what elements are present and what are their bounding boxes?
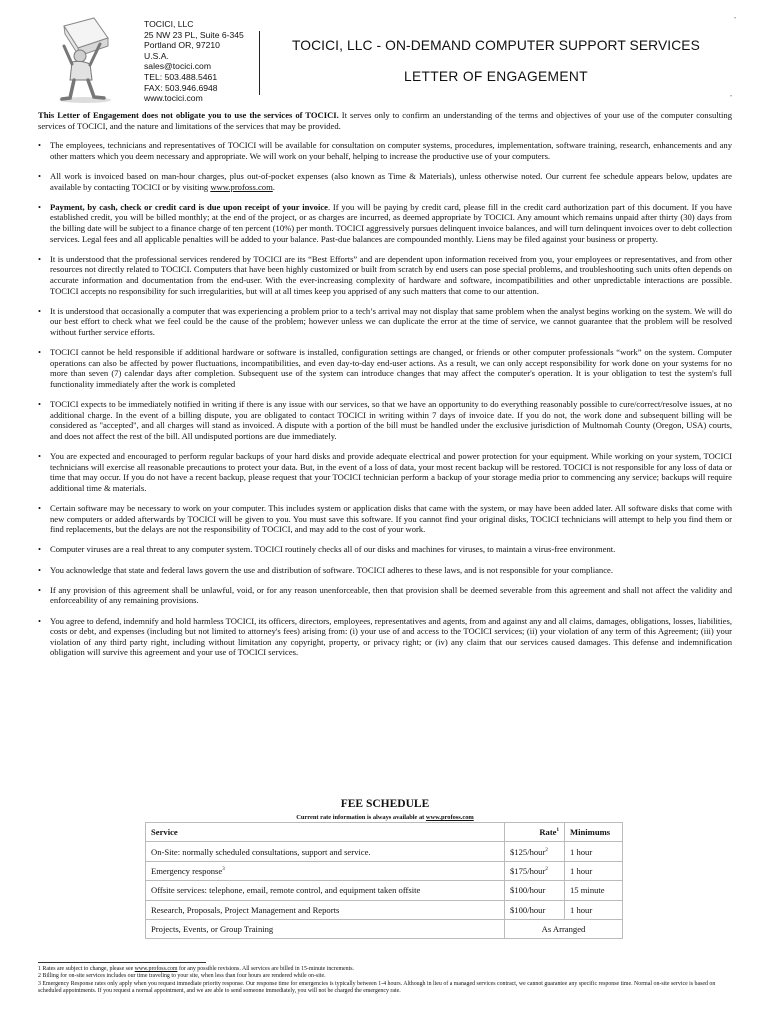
term-text: It is understood that occasionally a computer that was experiencing a problem prior to a tech’s arrival may not display that same problem when the analyst begins working on the system. We will do our best effort to check what we feel could be the cause of the problem; however unless we can duplicate the error at the time of service, we cannot guarantee that the problem will be resolved without further service efforts.: [50, 305, 732, 337]
footnote-2: 2 Billing for on-site services includes our time traveling to your site, when less than four hours are rendered while on-site.: [38, 973, 326, 980]
term-text: You acknowledge that state and federal laws govern the use and distribution of software. TOCICI adheres to these laws, and is not responsible for your compliance.: [50, 564, 613, 575]
company-name: TOCICI, LLC: [144, 19, 194, 29]
intro-rest: It serves only to confirm an understanding of the terms and objectives of your use of the computer consulting services of TOCICI, and the nature and limitations of the services that may be provided.: [38, 110, 732, 131]
term-software: [38, 503, 732, 535]
term-problem-duplication: [38, 306, 732, 338]
letterhead: [0, 0, 770, 110]
term-payment: [38, 202, 732, 244]
term-best-efforts: [38, 254, 732, 296]
column-header-minimums: Minimums: [565, 823, 623, 842]
terms-list: [38, 140, 732, 658]
term-text: Computer viruses are a real threat to any computer system. TOCICI routinely checks all of our disks and machines for viruses, to maintain a virus-free environment.: [50, 544, 616, 555]
profoss-link[interactable]: www.profoss.com: [425, 814, 474, 821]
company-website: www.tocici.com: [144, 93, 203, 104]
fee-schedule-title: FEE SCHEDULE: [340, 798, 430, 810]
rate-value: $125/hour: [510, 846, 546, 857]
column-header-rate: [505, 823, 565, 842]
term-viruses: [38, 544, 732, 555]
scan-speck: •: [734, 16, 737, 22]
term-text: If any provision of this agreement shall be unlawful, void, or for any reason unenforceable, then that provision shall be deemed severable from this agreement and shall not affect the validity and enforceability of any remaining provisions.: [50, 584, 732, 606]
footnote-marker: 3: [222, 867, 225, 873]
person-carrying-computer-logo: [50, 16, 120, 104]
intro-paragraph: [38, 110, 732, 131]
address-country: U.S.A.: [144, 50, 169, 61]
footnote-divider: [38, 962, 206, 963]
service-cell: [146, 861, 505, 880]
minimum-cell: 1 hour: [565, 842, 623, 861]
service-cell: Research, Proposals, Project Management and Reports: [146, 900, 505, 919]
intro-bold: This Letter of Engagement does not obligate you to use the services of TOCICI.: [38, 110, 339, 120]
term-consultation: [38, 140, 732, 161]
term-text: . If you will be paying by credit card, please fill in the credit card authorization part of this document. If you have established credit, you will be billed monthly; at the end of the project, or as charges are incurred, as deemed appropriate by TOCICI. Any amount which remains unpaid after thirty (30) days from the billing date will be subject to a finance charge of ten percent (10%) per month. TOCICI aggressively pursues delinquent invoice balances, and will turn delinquent invoices over to debt collection services. Legal fees and all applicable penalties will be added to your balance. Past-due balances are compounded monthly. Liens may be filed against your business or property.: [50, 201, 732, 244]
footnote-text: 1 Rates are subject to change, please see: [38, 966, 135, 972]
footnote-marker: 1: [556, 828, 559, 834]
minimum-cell: 1 hour: [565, 900, 623, 919]
company-address: [144, 19, 244, 104]
term-laws: [38, 565, 732, 576]
fee-schedule-table: [145, 822, 623, 939]
rate-cell: $100/hour: [505, 900, 565, 919]
term-disputes: [38, 399, 732, 441]
address-line-2: Portland OR, 97210: [144, 40, 220, 51]
footnote-text: for any possible revisions. All services are billed in 15-minute increments.: [177, 966, 354, 972]
rate-cell: [505, 842, 565, 861]
service-cell: Projects, Events, or Group Training: [146, 919, 505, 938]
term-text: .: [272, 181, 275, 192]
term-backups: [38, 451, 732, 493]
minimum-cell: 1 hour: [565, 861, 623, 880]
fee-subtitle-text: Current rate information is always available at: [296, 814, 426, 821]
term-text: It is understood that the professional services rendered by TOCICI are its “Best Efforts” and are dependent upon information received from you, your employees or representatives, and from other resources not directly related to TOCICI. Computers that have been highly customized or built from scratch by end users can pose special problems, and troubleshooting such units often depends on accurate information and documentation from the end-user. With the ever-increasing complexity of hardware and software, incompatibilities and other unpredictable interactions are possible. TOCICI accepts no responsibility for such irregularities, but will at all times keep you apprised of any such matters that come to our attention.: [50, 253, 732, 296]
footnote-marker: 2: [545, 867, 548, 873]
term-text: The employees, technicians and representatives of TOCICI will be available for consultation on computer systems, procedures, implementation, software training, research, enhancements and any other matters which you deem necessary and appropriate. We will work on your behalf, helping to increase the productive use of your computers.: [50, 140, 732, 161]
profoss-link[interactable]: www.profoss.com: [134, 966, 178, 972]
document-subtitle: LETTER OF ENGAGEMENT: [404, 69, 588, 84]
term-invoicing: [38, 171, 732, 192]
term-text: Certain software may be necessary to work on your computer. This includes system or application disks that came with the system, or may have been added later. All software disks that come with new computers or added afterwards by TOCICI will be given to you. You must save this software. If you cannot find your original disks, TOCICI technicians will attempt to help you find them or find replacements, but the delays are not the responsibility of TOCICI, and may add to the cost of your work.: [50, 502, 732, 535]
scan-speck: •: [730, 94, 733, 100]
table-row: [146, 842, 623, 861]
term-text: TOCICI expects to be immediately notified in writing if there is any issue with our services, so that we have an opportunity to do everything reasonably possible to cure/correct/resolve issues, at no additional charge. In the event of a billing dispute, you are obligated to contact TOCICI in writing within 7 days of invoice date. If you do not, the work done and subsequent billing will be considered as "accepted", and all charges will stand as invoiced. A dispute with a portion of the bill must be handled under the exclusive jurisdiction of Multnomah County (Oregon, USA) courts, and does not affect the rest of the bill. All undisputed portions are due immediately.: [50, 399, 732, 441]
term-bold: Payment, by cash, check or credit card is due upon receipt of your invoice: [50, 201, 328, 212]
term-text: TOCICI cannot be held responsible if additional hardware or software is installed, configuration settings are changed, or friends or other computer professionals “work” on the system. Computer operations can also be affected by power fluctuations, incompatibilities, and even day-to-day end-user actions. As a result, we can only accept responsibility for work done on your systems for no more than seven (7) calendar days after completion. Subsequent use of the system can introduce changes that may affect the computer's operation. It is your obligation to test the system's full functionality immediately after the work is completed: [50, 347, 732, 389]
term-text: All work is invoiced based on man-hour charges, plus out-of-pocket expenses (also known as Time & Materials), unless otherwise noted. Our current fee schedule appears below, updates are available by contacting TOCICI or by visiting: [50, 170, 732, 192]
rate-cell: [505, 861, 565, 880]
fee-schedule-subtitle: [0, 814, 770, 821]
term-indemnification: [38, 616, 732, 658]
table-row: [146, 919, 623, 938]
table-row: [146, 881, 623, 900]
column-header-service: Service: [146, 823, 505, 842]
document-title: TOCICI, LLC - ON-DEMAND COMPUTER SUPPORT SERVICES: [292, 38, 700, 53]
term-responsibility: [38, 347, 732, 389]
letter-body: [38, 110, 732, 667]
rate-cell: As Arranged: [505, 919, 623, 938]
footnote-marker: 2: [545, 847, 548, 853]
company-telephone: TEL: 503.488.5461: [144, 71, 218, 82]
company-fax: FAX: 503.946.6948: [144, 82, 218, 93]
table-row: [146, 861, 623, 880]
address-line-1: 25 NW 23 PL, Suite 6-345: [144, 29, 244, 40]
rate-cell: $100/hour: [505, 881, 565, 900]
company-email: sales@tocici.com: [144, 61, 211, 72]
rate-label: Rate: [539, 827, 557, 838]
term-text: You agree to defend, indemnify and hold harmless TOCICI, its officers, directors, employees, representatives and agents, from and against any and all claims, damages, obligations, losses, liabilities, costs or debt, and expenses (including but not limited to attorney's fees) arising from: (i) your use of and access to the TOCICI services; (ii) your violation of any term of this Agreement; (iii) your violation of any third party right, including without limitation any copyright, property, or privacy right; or (iv) any claim that our services caused damages. This defense and indemnification obligation will survive this agreement and your use of TOCICI services.: [50, 615, 732, 658]
profoss-link[interactable]: www.profoss.com: [210, 181, 273, 192]
service-text: Emergency response: [151, 865, 223, 876]
table-row: [146, 900, 623, 919]
service-cell: Offsite services: telephone, email, remote control, and equipment taken offsite: [146, 881, 505, 900]
header-divider: [259, 31, 260, 95]
rate-value: $175/hour: [510, 865, 546, 876]
term-severability: [38, 585, 732, 606]
minimum-cell: 15 minute: [565, 881, 623, 900]
term-text: You are expected and encouraged to perform regular backups of your hard disks and provide adequate electrical and power protection for your equipment. While working on your system, TOCICI technicians will exercise all reasonable precautions to protect your data. But, in the event of a loss of data, your most recent backup will be restored. TOCICI is not responsible for any loss of data or time that may occur. If you do not have a recent backup, please request that your TOCICI technician perform a backup of your storage media prior to commencing any service; backups will require additional time & materials.: [50, 451, 732, 493]
footnote-3: 3 Emergency Response rates only apply when you request immediate priority response. Our response time for emergencies is typically between 1-4 hours. Although in lieu of a managed services contract, we cannot guarantee any specific response time. Normal on-site service is based on scheduled appointments. If you request a normal appointment, and we are able to send someone immediately, you will not be charged the emergency rate.: [38, 980, 716, 995]
table-header-row: [146, 823, 623, 842]
footnotes: [38, 966, 738, 996]
service-cell: On-Site: normally scheduled consultations, support and service.: [146, 842, 505, 861]
